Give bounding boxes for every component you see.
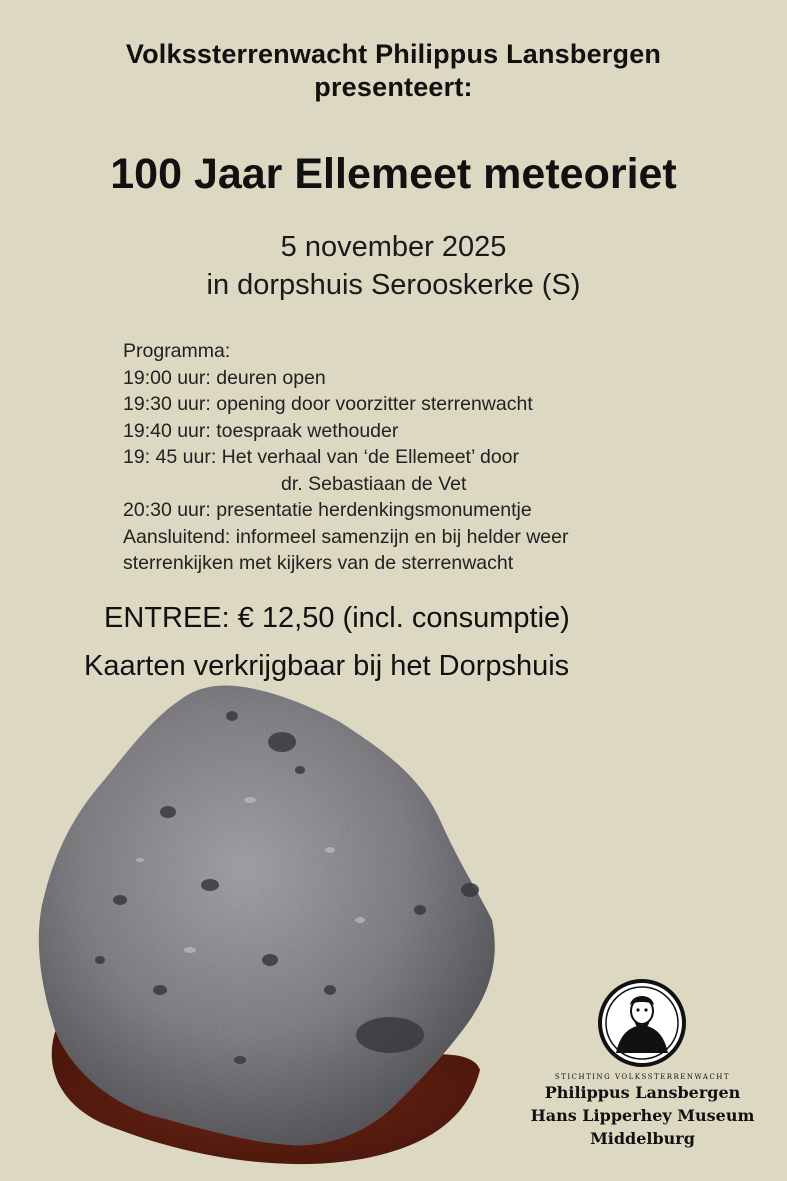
event-date: 5 november 2025 xyxy=(280,231,507,263)
presenter-heading xyxy=(0,38,787,104)
organisation-logo xyxy=(530,975,770,1175)
logo-line-3: Middelburg xyxy=(590,1129,695,1148)
portrait-emblem-icon xyxy=(530,975,755,1070)
program-item: dr. Sebastiaan de Vet xyxy=(281,472,467,495)
presenter-name: Volkssterrenwacht Philippus Lansbergen xyxy=(125,39,662,69)
program-item: 19:00 uur: deuren open xyxy=(123,366,326,389)
event-details xyxy=(0,228,787,304)
entree-price: ENTREE: € 12,50 (incl. consumptie) xyxy=(104,602,570,634)
program-item: 19:40 uur: toespraak wethouder xyxy=(123,419,399,442)
logo-line-2: Hans Lipperhey Museum xyxy=(530,1106,755,1125)
program-heading: Programma: xyxy=(123,340,231,362)
tickets-info: Kaarten verkrijgbaar bij het Dorpshuis xyxy=(84,650,570,682)
program-item: 19:30 uur: opening door voorzitter sterrenwacht xyxy=(123,393,533,415)
logo-line-1: Philippus Lansbergen xyxy=(544,1083,741,1102)
program-list xyxy=(123,338,743,577)
program-item: Aansluitend: informeel samenzijn en bij helder weer xyxy=(123,525,569,548)
logo-caption: STICHTING VOLKSSTERRENWACHT xyxy=(554,1073,731,1081)
program-item: sterrenkijken met kijkers van de sterrenwacht xyxy=(123,552,514,574)
presenter-verb: presenteert: xyxy=(314,72,473,102)
program-item: 20:30 uur: presentatie herdenkingsmonumentje xyxy=(123,499,532,521)
event-location: in dorpshuis Serooskerke (S) xyxy=(206,269,581,301)
meteorite-image xyxy=(0,660,560,1181)
program-item: 19: 45 uur: Het verhaal van ‘de Ellemeet’ door xyxy=(123,446,520,468)
event-title: 100 Jaar Ellemeet meteoriet xyxy=(110,150,677,198)
